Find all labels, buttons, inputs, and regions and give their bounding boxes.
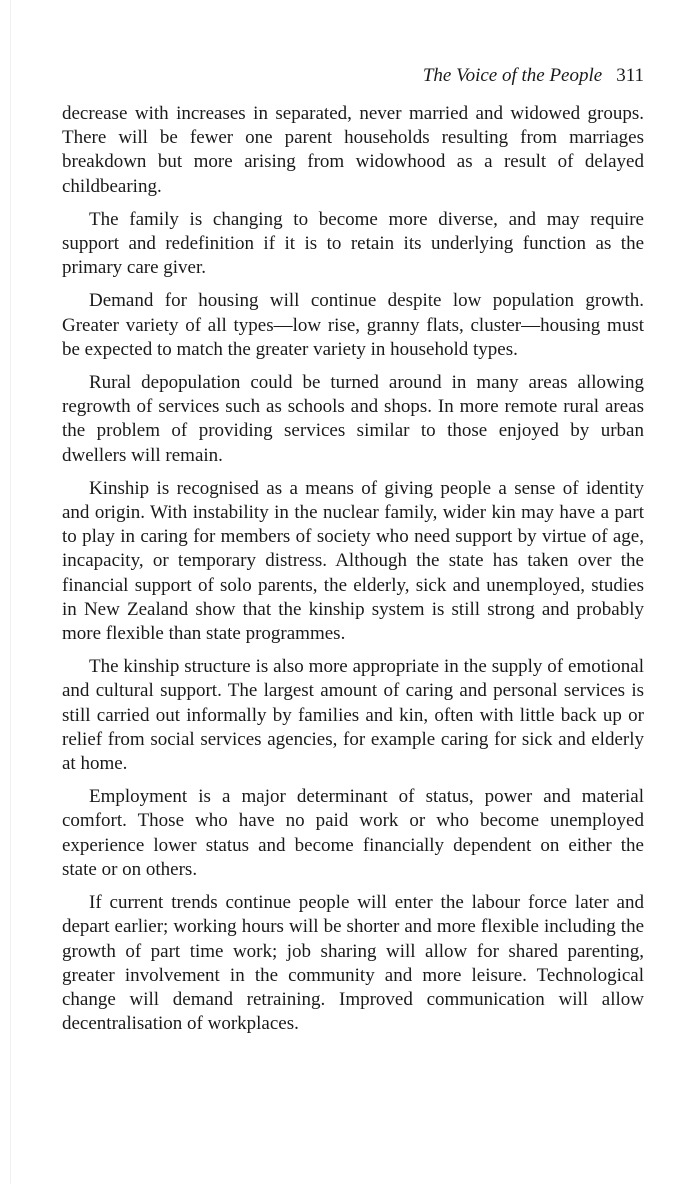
page-number: 311 xyxy=(616,65,644,86)
paragraph-kinship: Kinship is recognised as a means of giving people a sense of identity and origin. With instability in the nuclear family, wider kin may have a part to play in caring for members of society who need support by virtue of age, incapacity, or temporary distress. Although the state has taken over the financial support of solo parents, the elderly, sick and unemployed, studies in New Zealand show that the kinship system is still strong and probably more flexible than state programmes. xyxy=(62,477,644,645)
page-edge-shadow xyxy=(10,0,11,1184)
body-text xyxy=(62,102,644,1045)
paragraph-housing: Demand for housing will continue despite low population growth. Greater variety of all types—low rise, granny flats, cluster—housing must be expected to match the greater variety in household types. xyxy=(62,290,644,360)
running-title: The Voice of the People xyxy=(422,65,603,86)
paragraph-employment: Employment is a major determinant of status, power and material comfort. Those who have no paid work or who become unemployed experience lower status and become financially dependent on either the state or on others. xyxy=(62,786,644,880)
running-header xyxy=(62,64,644,88)
paragraph-family: The family is changing to become more diverse, and may require support and redefinition if it is to retain its underlying function as the primary care giver. xyxy=(62,208,644,279)
paragraph-kinship-structure: The kinship structure is also more appropriate in the supply of emotional and cultural support. The largest amount of caring and personal services is still carried out informally by families and kin, often with little back up or relief from social services agencies, for example caring for sick and elderly at home. xyxy=(62,656,644,775)
paragraph-trends: If current trends continue people will enter the labour force later and depart earlier; working hours will be shorter and more flexible including the growth of part time work; job sharing will allow for shared parenting, greater involvement in the community and more leisure. Technological change will demand retraining. Improved communication will allow decentralisation of workplaces. xyxy=(62,892,644,1035)
paragraph-rural: Rural depopulation could be turned around in many areas allowing regrowth of services such as schools and shops. In more remote rural areas the problem of providing services similar to those enjoyed by urban dwellers will remain. xyxy=(62,372,644,466)
paragraph-continued: decrease with increases in separated, never married and widowed groups. There will be fewer one parent households resulting from marriages breakdown but more arising from widowhood as a result of delayed childbearing. xyxy=(62,103,644,197)
